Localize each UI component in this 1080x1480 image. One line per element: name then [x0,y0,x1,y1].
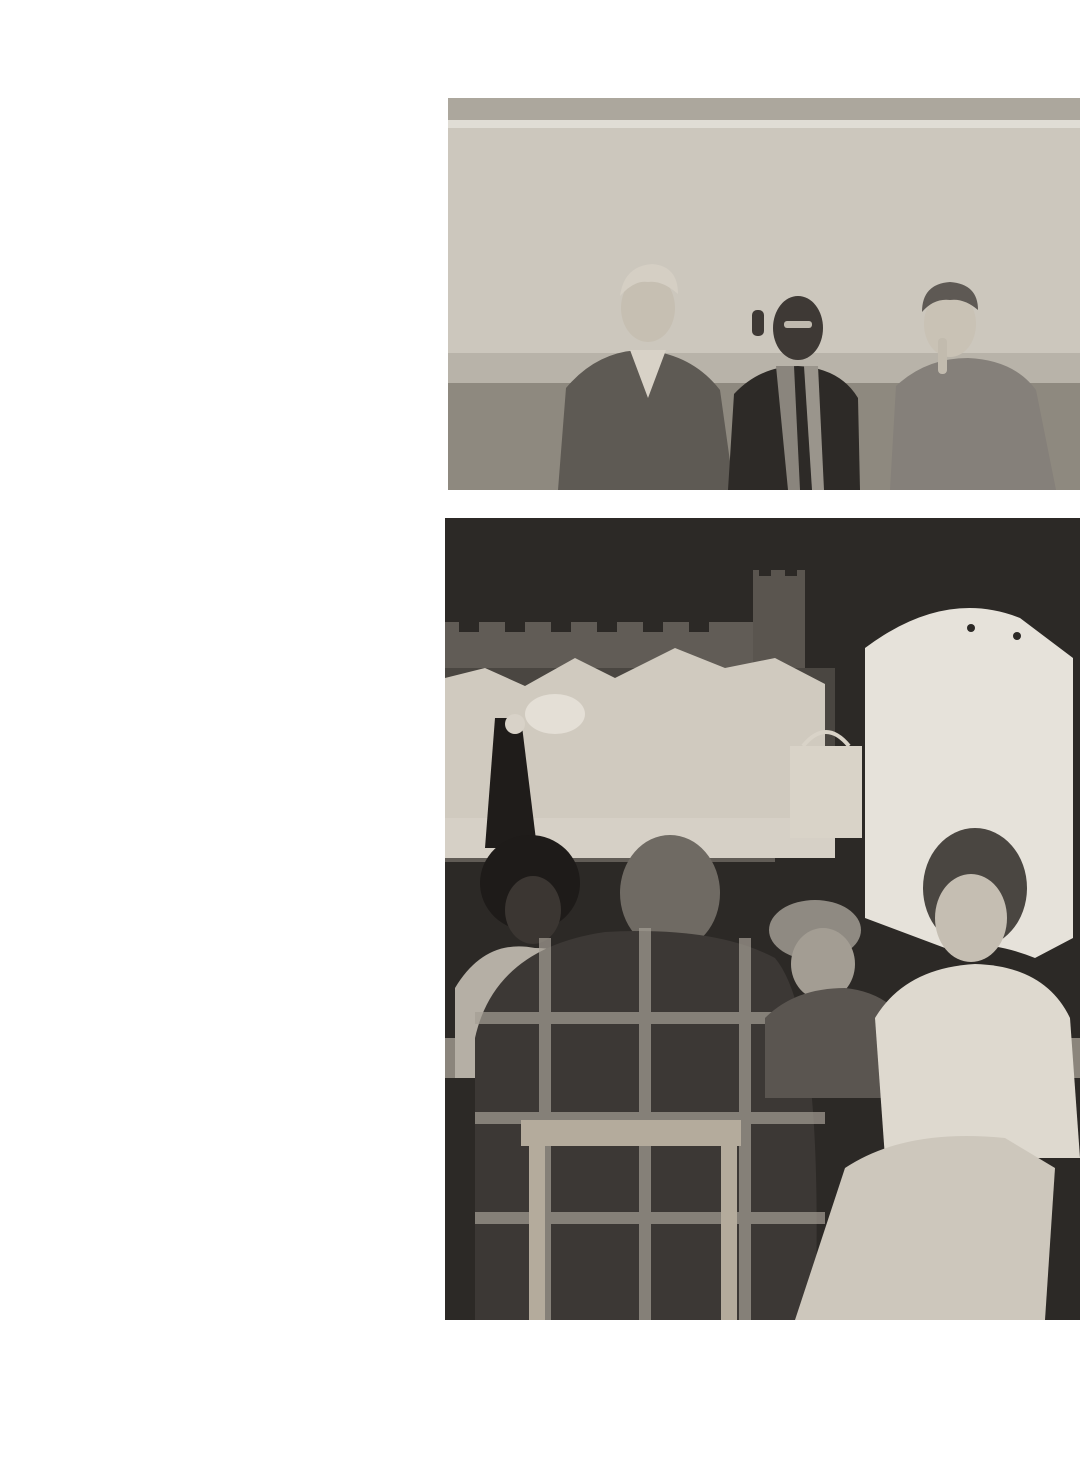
photo-can-pyramid [448,98,1080,490]
photo-hamlet-classroom [445,518,1080,1320]
